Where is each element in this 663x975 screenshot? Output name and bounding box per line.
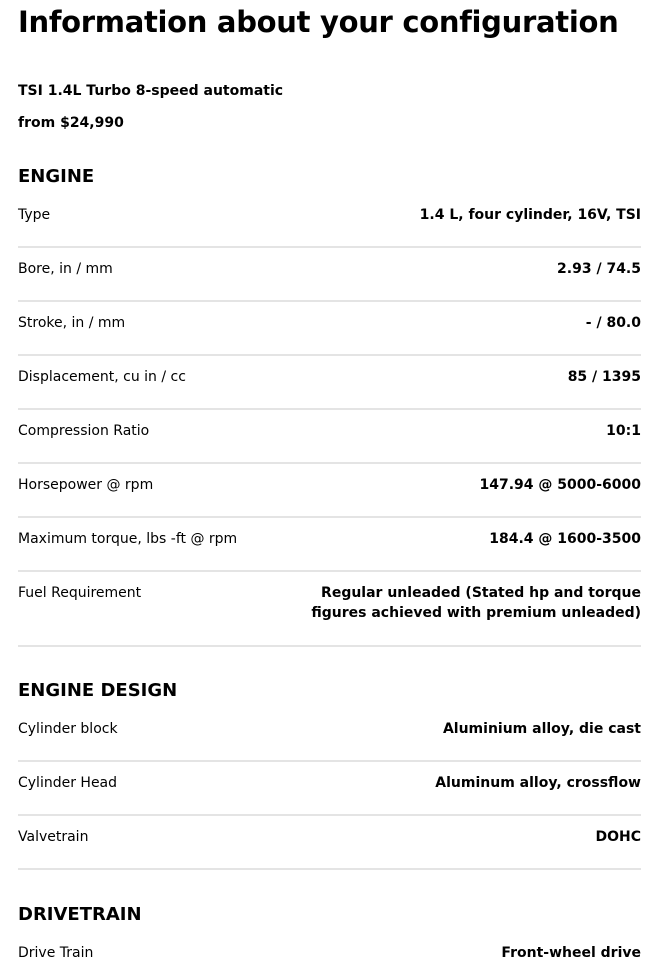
section-title-drivetrain: DRIVETRAIN xyxy=(18,904,142,925)
engine-spec-list xyxy=(18,194,641,647)
section-title-engine-design: ENGINE DESIGN xyxy=(18,680,178,701)
spec-row-valvetrain xyxy=(18,816,641,870)
engine-design-spec-list xyxy=(18,708,641,870)
spec-label: Stroke, in / mm xyxy=(18,315,126,331)
spec-label: Fuel Requirement xyxy=(18,585,142,601)
spec-value: DOHC xyxy=(595,829,641,845)
spec-row-drive-train xyxy=(18,932,641,975)
spec-row-type xyxy=(18,194,641,248)
spec-label: Cylinder Head xyxy=(18,775,118,791)
spec-label: Drive Train xyxy=(18,945,94,961)
spec-label: Bore, in / mm xyxy=(18,261,113,277)
spec-label: Horsepower @ rpm xyxy=(18,477,154,493)
spec-row-bore xyxy=(18,248,641,302)
spec-value: 10:1 xyxy=(606,423,641,439)
section-title-engine: ENGINE xyxy=(18,166,95,187)
page-title: Information about your configuration xyxy=(18,5,619,39)
spec-row-fuel-requirement xyxy=(18,572,641,647)
spec-value: - / 80.0 xyxy=(585,315,641,331)
spec-value: 85 / 1395 xyxy=(567,369,641,385)
spec-value: Regular unleaded (Stated hp and torque figures achieved with premium unleaded) xyxy=(311,585,641,621)
spec-label: Maximum torque, lbs -ft @ rpm xyxy=(18,531,238,547)
spec-row-cylinder-head xyxy=(18,762,641,816)
configuration-name: TSI 1.4L Turbo 8-speed automatic xyxy=(18,83,284,99)
spec-row-compression-ratio xyxy=(18,410,641,464)
spec-row-cylinder-block xyxy=(18,708,641,762)
spec-label: Cylinder block xyxy=(18,721,118,737)
spec-value: Front-wheel drive xyxy=(501,945,641,961)
spec-row-horsepower xyxy=(18,464,641,518)
spec-value: 147.94 @ 5000-6000 xyxy=(479,477,641,493)
spec-row-stroke xyxy=(18,302,641,356)
spec-label: Valvetrain xyxy=(18,829,89,845)
configuration-info-page xyxy=(18,0,641,961)
spec-label: Displacement, cu in / cc xyxy=(18,369,186,385)
configuration-price: from $24,990 xyxy=(18,115,124,131)
spec-value: 2.93 / 74.5 xyxy=(557,261,641,277)
spec-value: Aluminum alloy, crossflow xyxy=(435,775,641,791)
spec-value: 184.4 @ 1600-3500 xyxy=(489,531,641,547)
spec-row-displacement xyxy=(18,356,641,410)
spec-label: Compression Ratio xyxy=(18,423,150,439)
drivetrain-spec-list xyxy=(18,932,641,975)
spec-value: 1.4 L, four cylinder, 16V, TSI xyxy=(419,207,641,223)
spec-value: Aluminium alloy, die cast xyxy=(442,721,641,737)
spec-row-max-torque xyxy=(18,518,641,572)
spec-label: Type xyxy=(18,207,51,223)
